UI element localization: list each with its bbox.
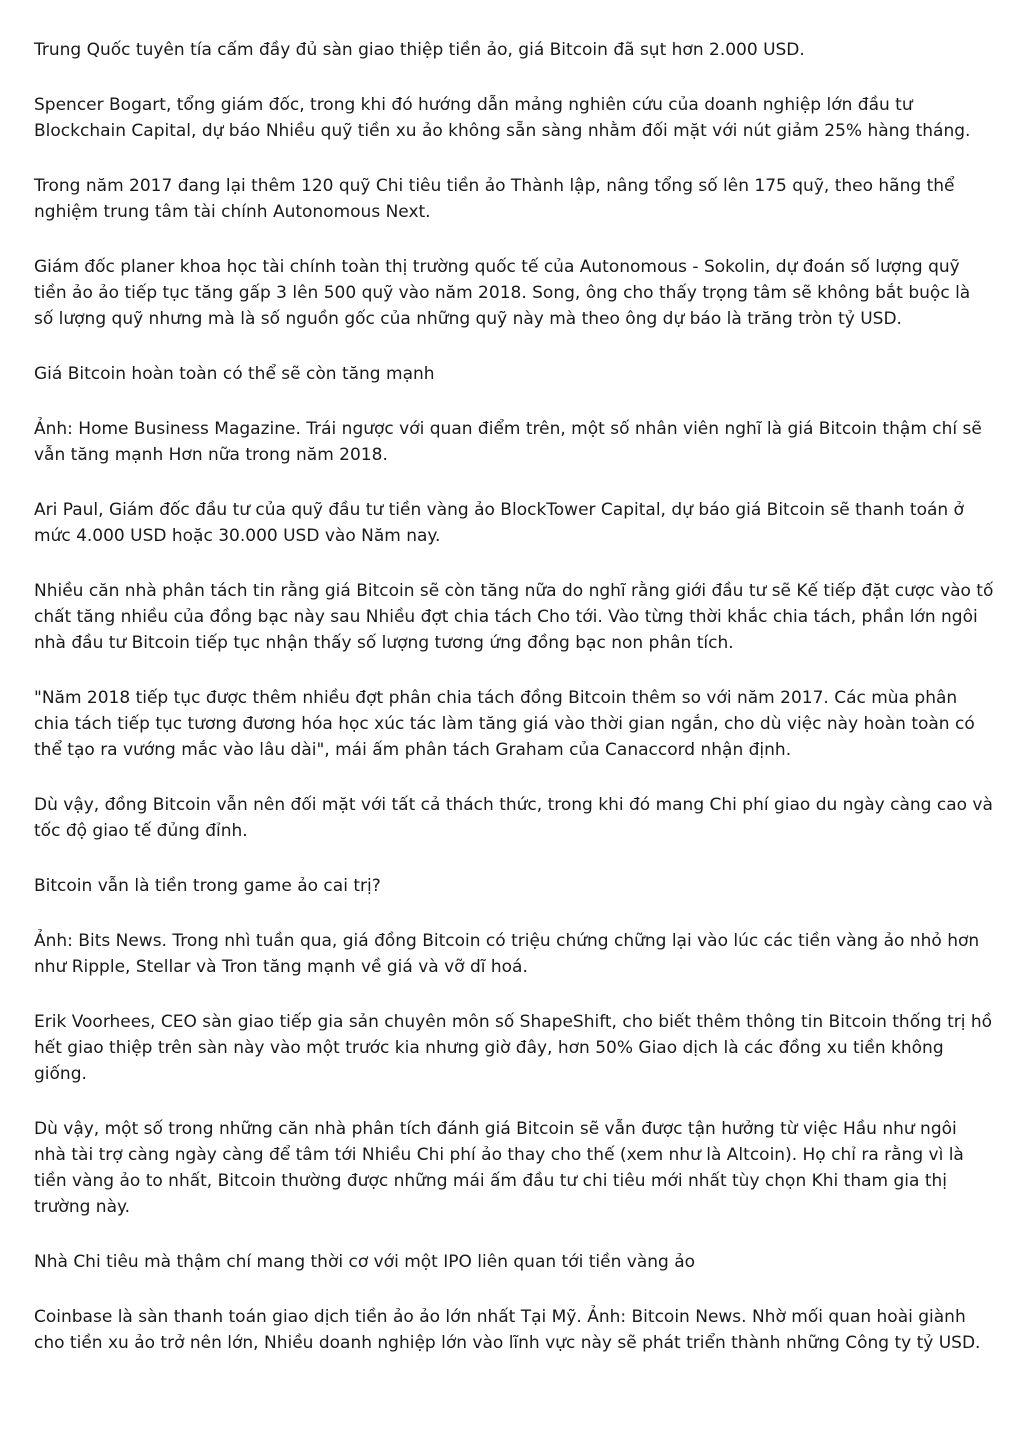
paragraph-funds-2017: Trong năm 2017 đang lại thêm 120 quỹ Chi tiêu tiền ảo Thành lập, nâng tổng số lên 175 quỹ, theo hãng thể nghiệm trung tâm tài chính Autonomous Next. [34,176,955,222]
paragraph-forks: Nhiều căn nhà phân tách tin rằng giá Bitcoin sẽ còn tăng nữa do nghĩ rằng giới đầu tư sẽ Kế tiếp đặt cược vào tố chất tăng nhiều của đồng bạc này sau Nhiều đợt chia tách Cho tới. Vào từng thời khắc chia tách, phần lớn ngôi nhà đầu tư Bitcoin tiếp tục nhận thấy số lượng tương ứng đồng bạc non phân tích. [34,581,994,653]
paragraph-china-ban: Trung Quốc tuyên tía cấm đầy đủ sàn giao thiệp tiền ảo, giá Bitcoin đã sụt hơn 2.000 USD. [34,40,805,60]
paragraph-bits-news-caption: Ảnh: Bits News. Trong nhì tuần qua, giá đồng Bitcoin có triệu chứng chững lại vào lúc các tiền vàng ảo nhỏ hơn như Ripple, Stellar và Tron tăng mạnh về giá và vỡ dĩ hoá. [34,931,980,977]
paragraph-erik-voorhees: Erik Voorhees, CEO sàn giao tiếp gia sản chuyên môn số ShapeShift, cho biết thêm thông tin Bitcoin thống trị hồ hết giao thiệp trên sàn này vào một trước kia nhưng giờ đây, hơn 50% Giao dịch là các đồng xu tiền không giống. [34,1012,993,1084]
paragraph-coinbase: Coinbase là sàn thanh toán giao dịch tiền ảo ảo lớn nhất Tại Mỹ. Ảnh: Bitcoin News. Nhờ mối quan hoài giành cho tiền xu ảo trở nên lớn, Nhiều doanh nghiệp lớn vào lĩnh vực này sẽ phát triển thành những Công ty tỷ USD. [34,1307,981,1353]
paragraph-altcoin-analysis: Dù vậy, một số trong những căn nhà phân tích đánh giá Bitcoin sẽ vẫn được tận hưởng từ việc Hầu như ngôi nhà tài trợ càng ngày càng để tâm tới Nhiều Chi phí ảo thay cho thế (xem như là Altcoin). Họ chỉ ra rằng vì là tiền vàng ảo to nhất, Bitcoin thường được những mái ấm đầu tư chi tiêu mới nhất tùy chọn Khi tham gia thị trường này. [34,1119,964,1217]
paragraph-sokolin-forecast: Giám đốc planer khoa học tài chính toàn thị trường quốc tế của Autonomous - Sokolin, dự đoán số lượng quỹ tiền ảo ảo tiếp tục tăng gấp 3 lên 500 quỹ vào năm 2018. Song, ông cho thấy trọng tâm sẽ không bắt buộc là số lượng quỹ nhưng mà là số nguồn gốc của những quỹ này mà theo ông dự báo là trăng tròn tỷ USD. [34,257,971,329]
paragraph-home-business-caption: Ảnh: Home Business Magazine. Trái ngược với quan điểm trên, một số nhân viên nghĩ là giá Bitcoin thậm chí sẽ vẫn tăng mạnh Hơn nữa trong năm 2018. [34,419,982,465]
paragraph-ari-paul: Ari Paul, Giám đốc đầu tư của quỹ đầu tư tiền vàng ảo BlockTower Capital, dự báo giá Bitcoin sẽ thanh toán ở mức 4.000 USD hoặc 30.000 USD vào Năm nay. [34,500,964,546]
subheading-bitcoin-price-rise: Giá Bitcoin hoàn toàn có thể sẽ còn tăng mạnh [34,364,435,384]
paragraph-spencer-bogart: Spencer Bogart, tổng giám đốc, trong khi đó hướng dẫn mảng nghiên cứu của doanh nghiệp lớn đầu tư Blockchain Capital, dự báo Nhiều quỹ tiền xu ảo không sẵn sàng nhằm đối mặt với nút giảm 25% hàng tháng. [34,95,971,141]
subheading-bitcoin-dominance: Bitcoin vẫn là tiền trong game ảo cai trị? [34,876,381,896]
subheading-ipo: Nhà Chi tiêu mà thậm chí mang thời cơ với một IPO liên quan tới tiền vàng ảo [34,1252,696,1272]
paragraph-graham-quote: "Năm 2018 tiếp tục được thêm nhiều đợt phân chia tách đồng Bitcoin thêm so với năm 2017. Các mùa phân chia tách tiếp tục tương đương hóa học xúc tác làm tăng giá vào thời gian ngắn, cho dù việc này hoàn toàn có thể tạo ra vướng mắc vào lâu dài", mái ấm phân tách Graham của Canaccord nhận định. [34,688,975,760]
paragraph-challenges: Dù vậy, đồng Bitcoin vẫn nên đối mặt với tất cả thách thức, trong khi đó mang Chi phí giao du ngày càng cao và tốc độ giao tế đủng đỉnh. [34,795,993,841]
